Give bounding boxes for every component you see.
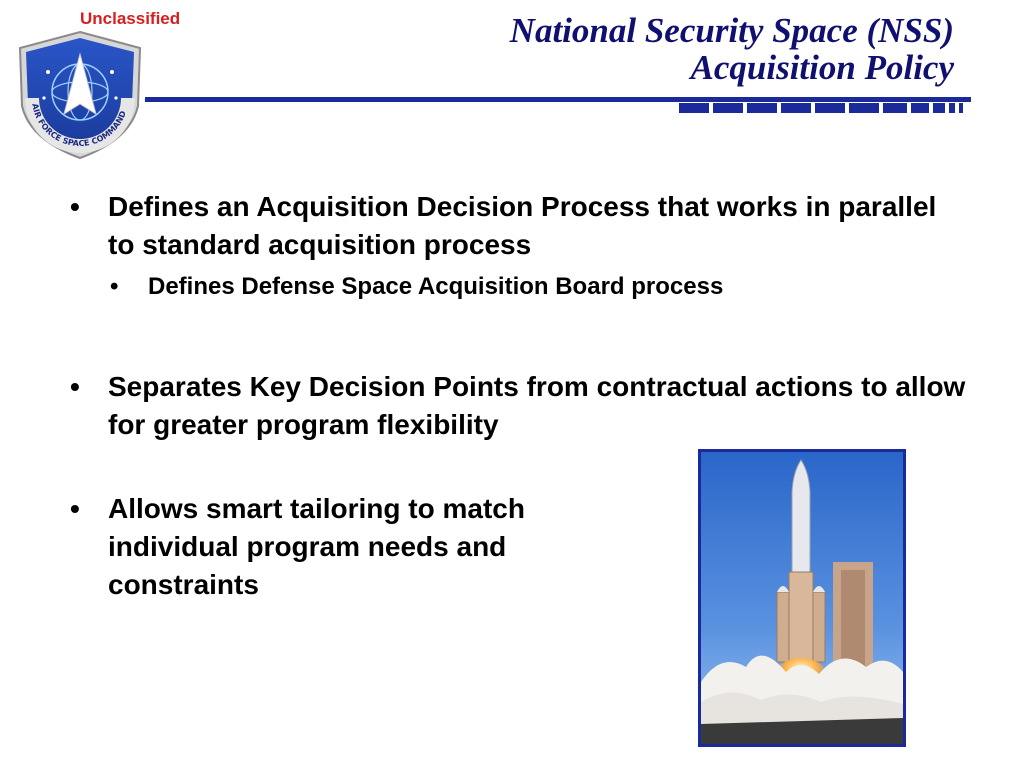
bullet-dot: • — [70, 191, 80, 222]
air-force-space-command-emblem — [10, 28, 150, 163]
title-underline-bar — [145, 97, 971, 113]
bullet-dot: • — [70, 371, 80, 402]
slide-title-line1: National Security Space (NSS) — [509, 11, 954, 50]
bullet-item — [70, 368, 970, 444]
rocket-launch-illustration — [701, 452, 903, 744]
slide-title-line2: Acquisition Policy — [690, 48, 954, 87]
bullet-text: Separates Key Decision Points from contractual actions to allow for greater program flexibility — [108, 371, 966, 440]
bullet-dot: • — [110, 273, 119, 300]
sub-bullet-item — [110, 272, 970, 302]
bullet-text: Allows smart tailoring to match individual program needs and constraints — [108, 493, 525, 600]
bullet-dot: • — [70, 493, 80, 524]
bullet-item — [70, 490, 648, 604]
svg-text:AIR FORCE SPACE COMMAND: AIR FORCE SPACE COMMAND — [30, 102, 128, 149]
sub-bullet-text: Defines Defense Space Acquisition Board process — [148, 273, 724, 300]
slide-title — [510, 12, 954, 86]
bullet-text: Defines an Acquisition Decision Process that works in parallel to standard acquisition process — [108, 191, 937, 260]
classification-label: Unclassified — [80, 9, 181, 28]
rocket-launch-photo — [698, 449, 906, 747]
bullet-item — [70, 188, 970, 264]
